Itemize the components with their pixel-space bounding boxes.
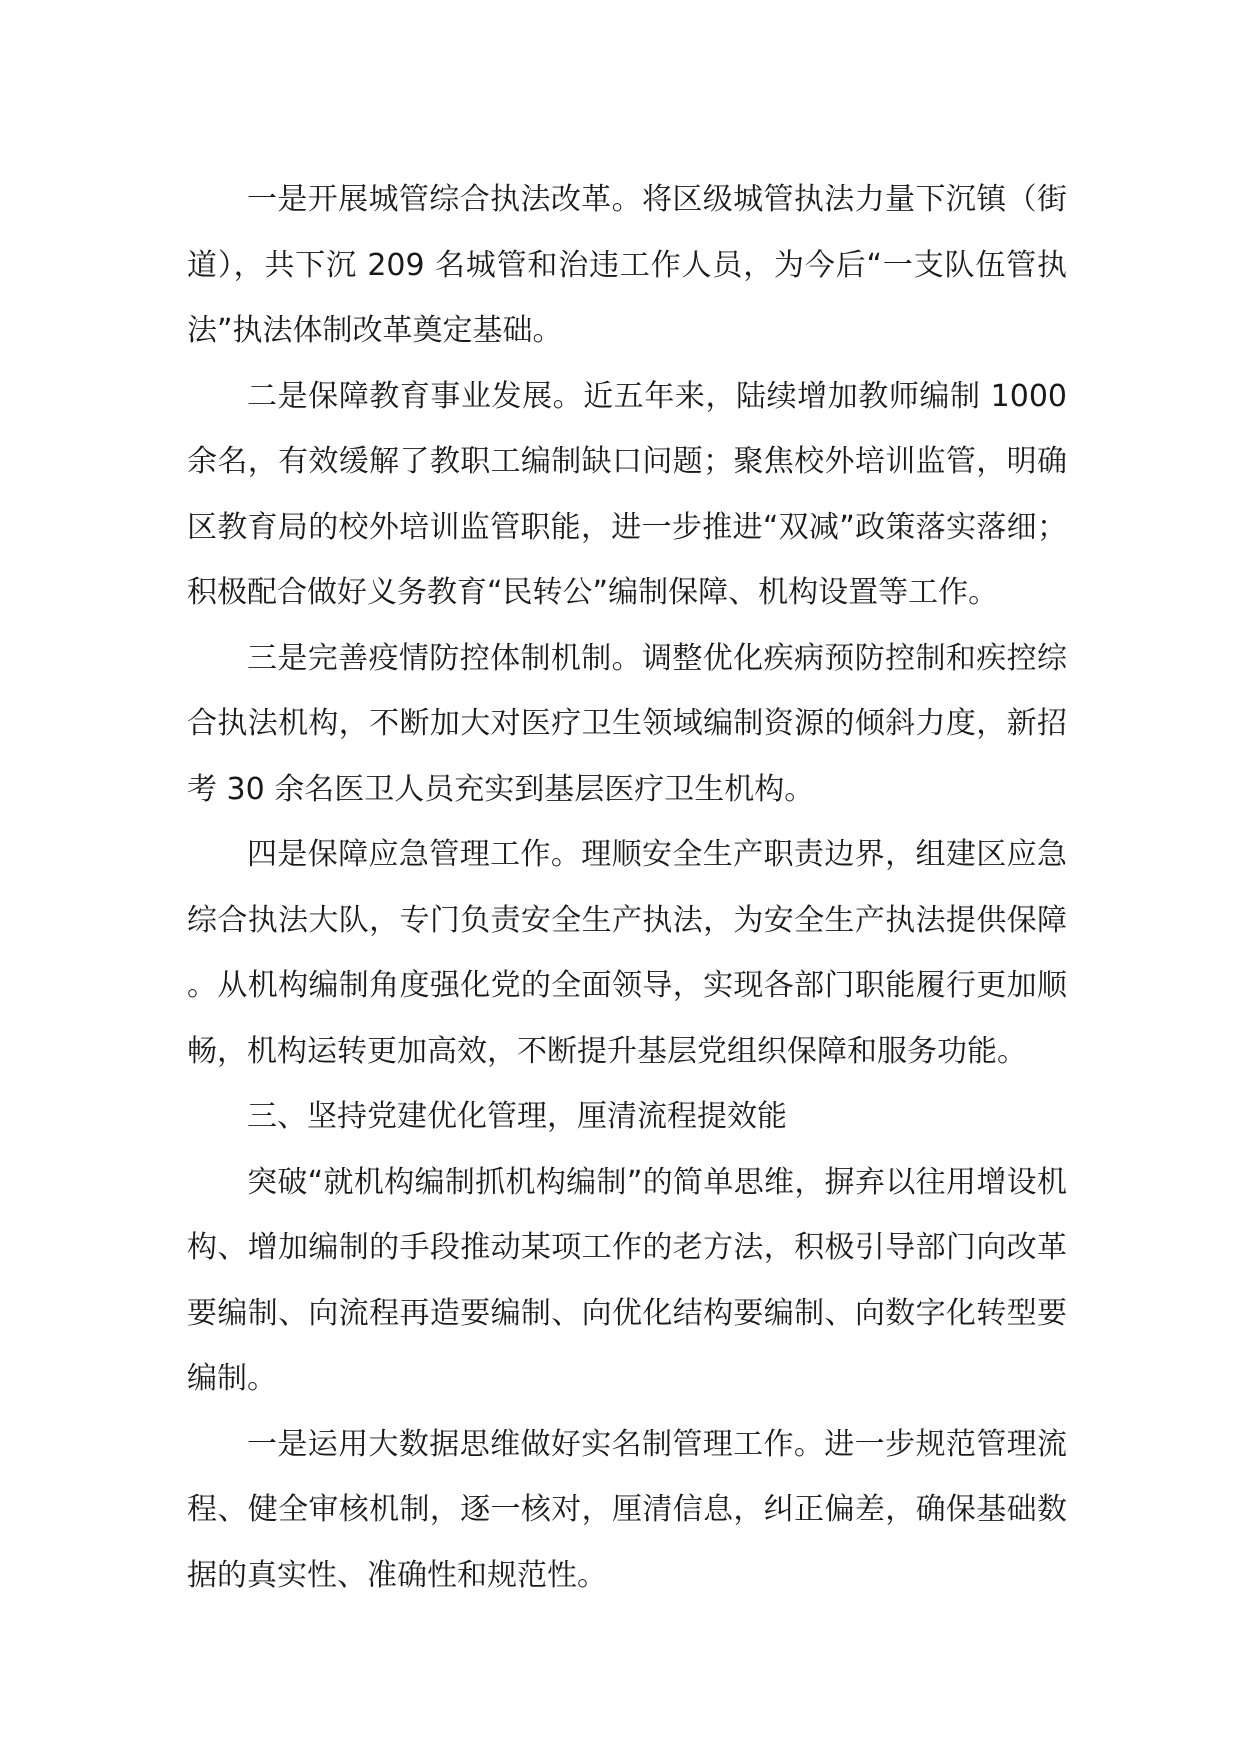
paragraph-education-support: 二是保障教育事业发展。近五年来，陆续增加教师编制 1000 余名，有效缓解了教职工编制缺口问题；聚焦校外培训监管，明确区教育局的校外培训监管职能，进一步推进“双减”政策落实落细；积极配合做好义务教育“民转公”编制保障、机构设置等工作。 [187,378,1067,610]
section-heading: 三、坚持党建优化管理，厘清流程提效能 [247,1099,787,1134]
document-body [187,167,1067,1608]
paragraph-urban-management-reform: 一是开展城管综合执法改革。将区级城管执法力量下沉镇（街道），共下沉 209 名城管和治违工作人员，为今后“一支队伍管执法”执法体制改革奠定基础。 [187,182,1067,348]
paragraph-breakthrough-thinking: 突破“就机构编制抓机构编制”的简单思维，摒弃以往用增设机构、增加编制的手段推动某项工作的老方法，积极引导部门向改革要编制、向流程再造要编制、向优化结构要编制、向数字化转型要编制。 [187,1164,1067,1396]
paragraph-emergency-management: 四是保障应急管理工作。理顺安全生产职责边界，组建区应急综合执法大队，专门负责安全生产执法，为安全生产执法提供保障。从机构编制角度强化党的全面领导，实现各部门职能履行更加顺畅，机构运转更加高效，不断提升基层党组织保障和服务功能。 [187,837,1067,1069]
paragraph-big-data-management: 一是运用大数据思维做好实名制管理工作。进一步规范管理流程、健全审核机制，逐一核对，厘清信息，纠正偏差，确保基础数据的真实性、准确性和规范性。 [187,1426,1067,1593]
paragraph-epidemic-prevention: 三是完善疫情防控体制机制。调整优化疾病预防控制和疾控综合执法机构，不断加大对医疗卫生领域编制资源的倾斜力度，新招考 30 余名医卫人员充实到基层医疗卫生机构。 [187,640,1067,807]
